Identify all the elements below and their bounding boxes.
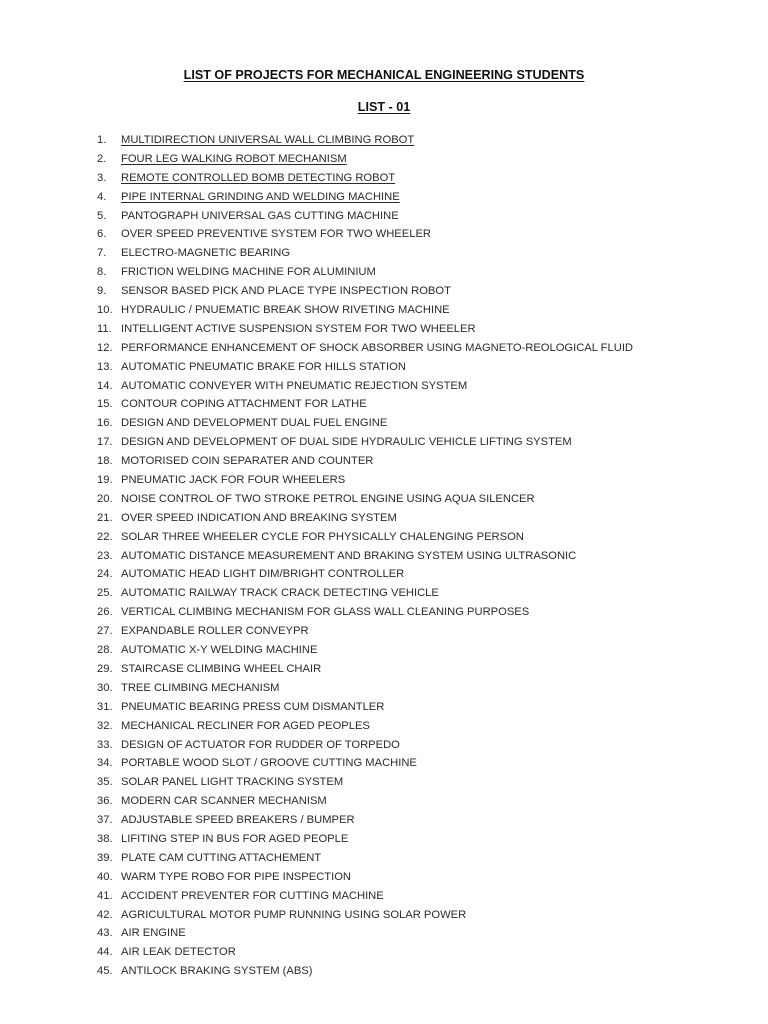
list-item-text: PNEUMATIC BEARING PRESS CUM DISMANTLER xyxy=(121,700,385,713)
list-item xyxy=(97,414,633,433)
list-item xyxy=(97,358,633,377)
list-item-number: 17. xyxy=(97,436,113,449)
list-item-number: 42. xyxy=(97,908,113,921)
list-item-text: AUTOMATIC HEAD LIGHT DIM/BRIGHT CONTROLLER xyxy=(121,568,405,581)
list-item xyxy=(97,282,633,301)
list-item-text: AIR ENGINE xyxy=(121,927,186,940)
list-item-text: AIR LEAK DETECTOR xyxy=(121,946,236,959)
list-item-text: ACCIDENT PREVENTER FOR CUTTING MACHINE xyxy=(121,889,384,902)
list-item-number: 33. xyxy=(97,738,113,751)
list-item-number: 38. xyxy=(97,832,113,845)
list-item xyxy=(97,528,633,547)
list-item xyxy=(97,263,633,282)
list-item-number: 39. xyxy=(97,851,113,864)
list-item xyxy=(97,792,633,811)
list-item-text: ADJUSTABLE SPEED BREAKERS / BUMPER xyxy=(121,814,355,827)
list-item xyxy=(97,603,633,622)
list-item-number: 7. xyxy=(97,247,107,260)
list-item-text: HYDRAULIC / PNUEMATIC BREAK SHOW RIVETING MACHINE xyxy=(121,304,450,317)
list-item-number: 40. xyxy=(97,870,113,883)
list-item-number: 27. xyxy=(97,625,113,638)
list-item-text: MOTORISED COIN SEPARATER AND COUNTER xyxy=(121,455,374,468)
list-item xyxy=(97,906,633,925)
list-item-number: 37. xyxy=(97,814,113,827)
list-item xyxy=(97,736,633,755)
list-item xyxy=(97,225,633,244)
list-subtitle-text: LIST - 01 xyxy=(357,100,411,114)
list-item xyxy=(97,490,633,509)
list-item-text: SENSOR BASED PICK AND PLACE TYPE INSPECTION ROBOT xyxy=(121,285,451,298)
list-item-number: 9. xyxy=(97,285,107,298)
list-item-text: AUTOMATIC CONVEYER WITH PNEUMATIC REJECTION SYSTEM xyxy=(121,379,468,392)
list-item-number: 16. xyxy=(97,417,113,430)
list-subtitle xyxy=(0,100,768,114)
list-item xyxy=(97,547,633,566)
list-item-number: 8. xyxy=(97,266,107,279)
list-item-text: CONTOUR COPING ATTACHMENT FOR LATHE xyxy=(121,398,367,411)
list-item-text: ANTILOCK BRAKING SYSTEM (ABS) xyxy=(121,965,313,978)
list-item-number: 19. xyxy=(97,474,113,487)
list-item xyxy=(97,377,633,396)
list-item-number: 21. xyxy=(97,511,113,524)
list-item xyxy=(97,943,633,962)
list-item xyxy=(97,962,633,981)
list-item-text: MULTIDIRECTION UNIVERSAL WALL CLIMBING ROBOT xyxy=(121,134,415,146)
list-item-number: 14. xyxy=(97,379,113,392)
list-item xyxy=(97,301,633,320)
list-item-text: AGRICULTURAL MOTOR PUMP RUNNING USING SOLAR POWER xyxy=(121,908,467,921)
list-item xyxy=(97,641,633,660)
list-item-number: 3. xyxy=(97,171,107,184)
list-item-number: 13. xyxy=(97,360,113,373)
list-item-text: OVER SPEED PREVENTIVE SYSTEM FOR TWO WHEELER xyxy=(121,228,431,241)
list-item-text: SOLAR THREE WHEELER CYCLE FOR PHYSICALLY CHALENGING PERSON xyxy=(121,530,524,543)
document-title xyxy=(0,68,768,82)
list-item xyxy=(97,565,633,584)
list-item-text: ELECTRO-MAGNETIC BEARING xyxy=(121,247,291,260)
list-item-text: FOUR LEG WALKING ROBOT MECHANISM xyxy=(121,152,347,165)
list-item-number: 15. xyxy=(97,398,113,411)
list-item-number: 29. xyxy=(97,662,113,675)
list-item xyxy=(97,698,633,717)
list-item-text: PLATE CAM CUTTING ATTACHEMENT xyxy=(121,851,322,864)
list-item-number: 35. xyxy=(97,776,113,789)
list-item-text: WARM TYPE ROBO FOR PIPE INSPECTION xyxy=(121,870,351,883)
list-item xyxy=(97,773,633,792)
list-item-number: 1. xyxy=(97,134,107,146)
list-item-number: 31. xyxy=(97,700,113,713)
list-item-text: DESIGN AND DEVELOPMENT OF DUAL SIDE HYDRAULIC VEHICLE LIFTING SYSTEM xyxy=(121,436,572,449)
list-item-text: PANTOGRAPH UNIVERSAL GAS CUTTING MACHINE xyxy=(121,209,399,222)
list-item-text: PNEUMATIC JACK FOR FOUR WHEELERS xyxy=(121,474,346,487)
list-item-text: DESIGN AND DEVELOPMENT DUAL FUEL ENGINE xyxy=(121,417,388,430)
list-item-text: TREE CLIMBING MECHANISM xyxy=(121,681,280,694)
list-item xyxy=(97,924,633,943)
list-item-number: 4. xyxy=(97,190,107,203)
list-item xyxy=(97,717,633,736)
list-item-number: 45. xyxy=(97,965,113,978)
list-item xyxy=(97,471,633,490)
document-title-text: LIST OF PROJECTS FOR MECHANICAL ENGINEERING STUDENTS xyxy=(183,68,585,82)
list-item-number: 11. xyxy=(97,322,112,335)
list-item-number: 10. xyxy=(97,304,113,317)
list-item xyxy=(97,207,633,226)
list-item xyxy=(97,509,633,528)
list-item xyxy=(97,244,633,263)
list-item xyxy=(97,433,633,452)
list-item-text: AUTOMATIC RAILWAY TRACK CRACK DETECTING VEHICLE xyxy=(121,587,439,600)
list-item xyxy=(97,188,633,207)
list-item-text: VERTICAL CLIMBING MECHANISM FOR GLASS WALL CLEANING PURPOSES xyxy=(121,606,530,619)
list-item xyxy=(97,452,633,471)
list-item-text: EXPANDABLE ROLLER CONVEYPR xyxy=(121,625,309,638)
list-item-text: FRICTION WELDING MACHINE FOR ALUMINIUM xyxy=(121,266,376,279)
project-list xyxy=(97,131,633,981)
list-item-number: 30. xyxy=(97,681,113,694)
list-item-text: MECHANICAL RECLINER FOR AGED PEOPLES xyxy=(121,719,370,732)
list-item-number: 5. xyxy=(97,209,107,222)
list-item-number: 28. xyxy=(97,644,113,657)
list-item-number: 2. xyxy=(97,152,107,165)
list-item-text: NOISE CONTROL OF TWO STROKE PETROL ENGINE USING AQUA SILENCER xyxy=(121,492,535,505)
list-item-text: REMOTE CONTROLLED BOMB DETECTING ROBOT xyxy=(121,171,396,184)
list-item xyxy=(97,887,633,906)
list-item xyxy=(97,320,633,339)
list-item-number: 25. xyxy=(97,587,113,600)
list-item-number: 41. xyxy=(97,889,113,902)
list-item xyxy=(97,754,633,773)
list-item-text: SOLAR PANEL LIGHT TRACKING SYSTEM xyxy=(121,776,344,789)
list-item-number: 26. xyxy=(97,606,113,619)
list-item-number: 6. xyxy=(97,228,107,241)
list-item-number: 34. xyxy=(97,757,113,770)
list-item xyxy=(97,811,633,830)
list-item xyxy=(97,622,633,641)
list-item xyxy=(97,584,633,603)
list-item-number: 43. xyxy=(97,927,113,940)
list-item-text: STAIRCASE CLIMBING WHEEL CHAIR xyxy=(121,662,322,675)
list-item xyxy=(97,395,633,414)
list-item-text: AUTOMATIC X-Y WELDING MACHINE xyxy=(121,644,318,657)
list-item-text: PERFORMANCE ENHANCEMENT OF SHOCK ABSORBER USING MAGNETO-REOLOGICAL FLUID xyxy=(121,341,634,354)
list-item xyxy=(97,131,633,150)
list-item-number: 12. xyxy=(97,341,113,354)
list-item xyxy=(97,150,633,169)
list-item-number: 32. xyxy=(97,719,113,732)
list-item-number: 24. xyxy=(97,568,113,581)
list-item-number: 23. xyxy=(97,549,113,562)
list-item-number: 44. xyxy=(97,946,113,959)
list-item-number: 22. xyxy=(97,530,113,543)
list-item-number: 36. xyxy=(97,795,113,808)
list-item-text: AUTOMATIC DISTANCE MEASUREMENT AND BRAKING SYSTEM USING ULTRASONIC xyxy=(121,549,577,562)
list-item-text: DESIGN OF ACTUATOR FOR RUDDER OF TORPEDO xyxy=(121,738,400,751)
list-item xyxy=(97,679,633,698)
list-item xyxy=(97,660,633,679)
list-item-text: AUTOMATIC PNEUMATIC BRAKE FOR HILLS STATION xyxy=(121,360,406,373)
list-item-text: MODERN CAR SCANNER MECHANISM xyxy=(121,795,327,808)
list-item-text: OVER SPEED INDICATION AND BREAKING SYSTEM xyxy=(121,511,397,524)
list-item-text: PIPE INTERNAL GRINDING AND WELDING MACHINE xyxy=(121,190,400,203)
list-item xyxy=(97,849,633,868)
list-item-number: 18. xyxy=(97,455,113,468)
list-item-text: LIFITING STEP IN BUS FOR AGED PEOPLE xyxy=(121,832,349,845)
list-item xyxy=(97,868,633,887)
list-item-number: 20. xyxy=(97,492,113,505)
list-item-text: PORTABLE WOOD SLOT / GROOVE CUTTING MACHINE xyxy=(121,757,417,770)
list-item xyxy=(97,169,633,188)
list-item xyxy=(97,339,633,358)
list-item xyxy=(97,830,633,849)
list-item-text: INTELLIGENT ACTIVE SUSPENSION SYSTEM FOR TWO WHEELER xyxy=(121,322,476,335)
